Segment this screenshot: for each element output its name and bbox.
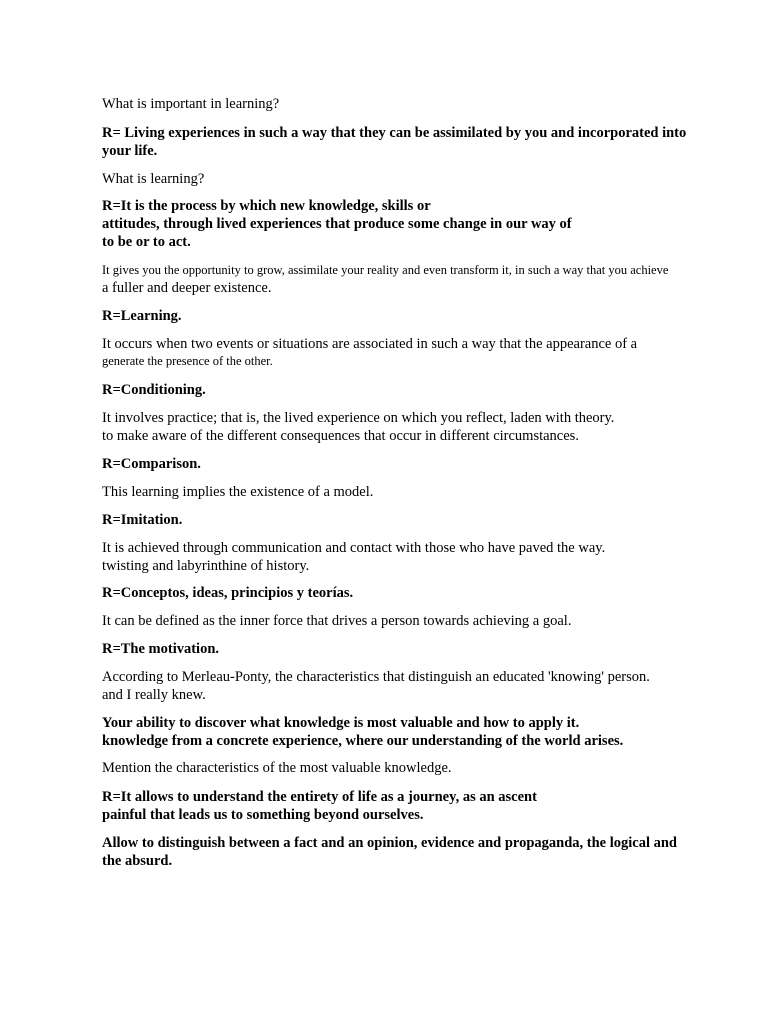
- statement-inner-force: It can be defined as the inner force that drives a person towards achieving a goal.: [102, 613, 572, 629]
- answer-process-line-3: to be or to act.: [102, 234, 191, 250]
- question-what-is-learning: What is learning?: [102, 171, 205, 187]
- statement-association-line-1: It occurs when two events or situations are associated in such a way that the appearance of a: [102, 336, 638, 352]
- answer-ability-line-2: knowledge from a concrete experience, where our understanding of the world arises.: [102, 733, 624, 749]
- answer-process-line-2: attitudes, through lived experiences that produce some change in our way of: [102, 216, 572, 232]
- answer-imitation: R=Imitation.: [102, 512, 183, 528]
- answer-living-experiences-line-1: R= Living experiences in such a way that they can be assimilated by you and incorporated into: [102, 125, 687, 141]
- answer-learning: R=Learning.: [102, 308, 182, 324]
- question-important-in-learning: What is important in learning?: [102, 96, 280, 112]
- answer-motivation: R=The motivation.: [102, 641, 220, 657]
- answer-living-experiences-line-2: your life.: [102, 143, 158, 159]
- answer-distinguish-line-1: Allow to distinguish between a fact and an opinion, evidence and propaganda, the logical and: [102, 835, 677, 851]
- answer-comparison: R=Comparison.: [102, 456, 201, 472]
- statement-communication-line-1: It is achieved through communication and contact with those who have paved the way.: [102, 540, 606, 556]
- answer-conceptos: R=Conceptos, ideas, principios y teorías.: [102, 585, 354, 601]
- answer-distinguish-line-2: the absurd.: [102, 853, 173, 869]
- answer-conditioning: R=Conditioning.: [102, 382, 206, 398]
- statement-merleau-ponty-line-1: According to Merleau-Ponty, the characteristics that distinguish an educated 'knowing' person.: [102, 669, 650, 685]
- statement-practice-line-1: It involves practice; that is, the lived experience on which you reflect, laden with theory.: [102, 410, 615, 426]
- answer-ability-line-1: Your ability to discover what knowledge is most valuable and how to apply it.: [102, 715, 580, 731]
- statement-grow-line-2: a fuller and deeper existence.: [102, 280, 272, 296]
- statement-model: This learning implies the existence of a model.: [102, 484, 374, 500]
- statement-grow-line-1: It gives you the opportunity to grow, assimilate your reality and even transform it, in such a way that you achieve: [102, 263, 669, 277]
- answer-journey-line-2: painful that leads us to something beyond ourselves.: [102, 807, 424, 823]
- statement-communication-line-2: twisting and labyrinthine of history.: [102, 558, 310, 574]
- answer-process-line-1: R=It is the process by which new knowledge, skills or: [102, 198, 431, 214]
- statement-practice-line-2: to make aware of the different consequences that occur in different circumstances.: [102, 428, 579, 444]
- statement-association-line-2: generate the presence of the other.: [102, 354, 273, 368]
- answer-journey-line-1: R=It allows to understand the entirety of life as a journey, as an ascent: [102, 789, 537, 805]
- question-characteristics: Mention the characteristics of the most valuable knowledge.: [102, 760, 452, 776]
- statement-merleau-ponty-line-2: and I really knew.: [102, 687, 206, 703]
